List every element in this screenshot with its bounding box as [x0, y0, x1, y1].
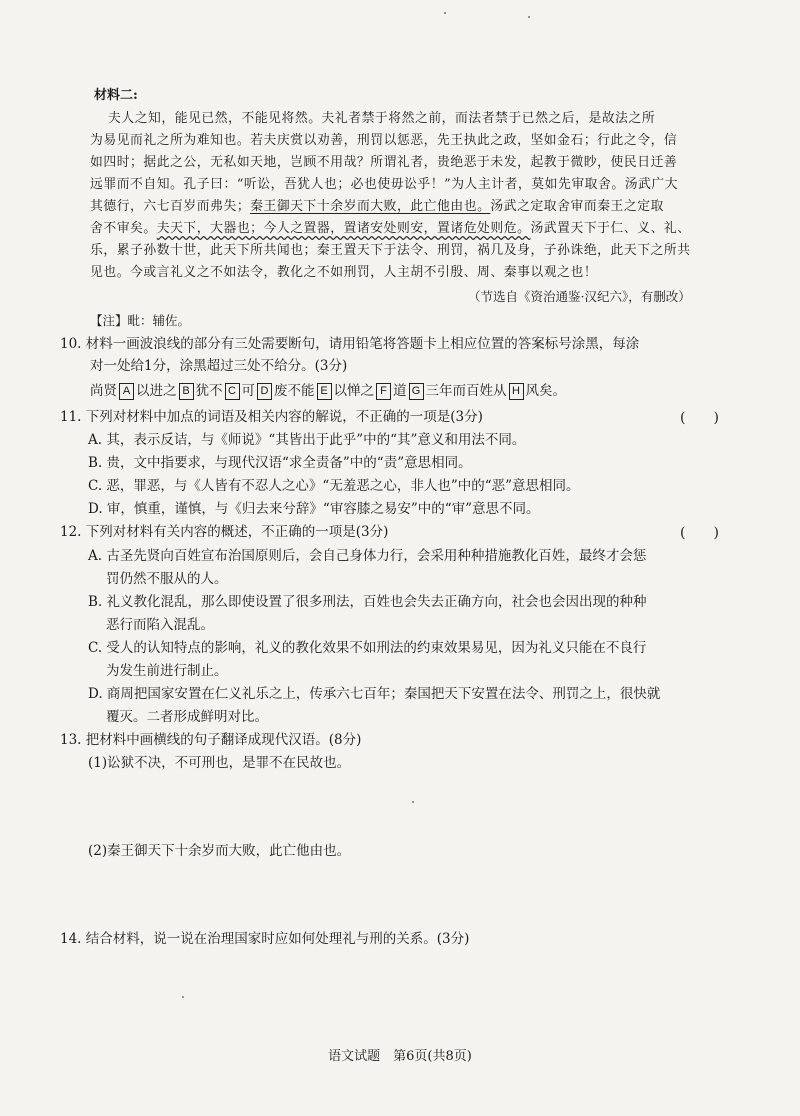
q12-stem: 12. 下列对材料有关内容的概述，不正确的一项是(3分) [60, 524, 389, 540]
q10-seg-5: 以惮之 [333, 383, 374, 399]
q12-option-b-line-2: 恶行而陷入混乱。 [106, 617, 214, 633]
q10-seg-1: 以进之 [136, 383, 177, 399]
q11-option-a: A. 其，表示反诘，与《师说》“其皆出于此乎”中的“其”意义和用法不同。 [88, 432, 526, 448]
material-heading: 材料二: [94, 88, 138, 103]
q10-line-2: 对一处给1分，涂黑超过三处不给分。(3分) [90, 358, 348, 374]
q10-box-D[interactable]: D [257, 383, 272, 400]
q13-stem: 13. 把材料中画横线的句子翻译成现代汉语。(8分) [60, 732, 362, 748]
scan-speck [444, 12, 446, 14]
material-line-6-pre: 舍不审矣。 [90, 221, 157, 236]
q12-option-a-line-2: 罚仍然不服从的人。 [106, 571, 228, 587]
q12-option-a-line-1: A. 古圣先贤向百姓宣布治国原则后，会自己身体力行，会采用种种措施教化百姓，最终才会惩 [88, 548, 647, 564]
q10-seg-7: 三年而百姓从 [425, 383, 507, 399]
q10-segments [90, 382, 566, 400]
q10-seg-6: 道 [393, 383, 407, 399]
q12-option-c-line-2: 为发生前进行制止。 [106, 663, 228, 679]
material-line-4: 远罪而不自知。孔子曰：“听讼，吾犹人也；必也使毋讼乎！”为人主计者，莫如先审取舍。汤武广大 [90, 177, 679, 192]
q12-answer-paren[interactable]: ( ) [680, 525, 719, 541]
q12-option-b-line-1: B. 礼义教化混乱，那么即使设置了很多刑法，百姓也会失去正确方向，社会也会因出现的种种 [88, 594, 647, 610]
q10-box-E[interactable]: E [317, 383, 332, 400]
q10-seg-0: 尚贤 [90, 383, 117, 399]
material-line-2: 为易见而礼之所为难知也。若夫庆赏以劝善，刑罚以惩恶，先王执此之政，坚如金石；行此之令，信 [90, 133, 678, 148]
material-line-7: 乐，累子孙数十世，此天下所共闻也；秦王置天下于法令、刑罚，祸几及身，子孙诛绝，此天下之所共 [90, 243, 691, 258]
material-line-5 [90, 198, 664, 216]
q10-seg-4: 废不能 [274, 383, 315, 399]
scan-speck [412, 801, 414, 803]
q12-option-d-line-2: 覆灭。二者形成鲜明对比。 [106, 709, 268, 725]
material-line-1: 夫人之知，能见已然，不能见将然。夫礼者禁于将然之前，而法者禁于已然之后，是故法之所 [108, 111, 656, 126]
material-line-5-post: 汤武之定取舍审而秦王之定取 [490, 199, 664, 214]
material-source: （节选自《资治通鉴·汉纪六》，有删改） [468, 289, 691, 304]
q13-item-2: (2)秦王御天下十余岁而大败，此亡他由也。 [88, 843, 351, 859]
q10-box-F[interactable]: F [376, 383, 391, 400]
q12-option-c-line-1: C. 受人的认知特点的影响，礼义的教化效果不如刑法的约束效果易见，因为礼义只能在不良行 [88, 640, 647, 656]
wavy-underline-sentence: 夫天下，大器也；今人之置器，置诸安处则安，置诸危处则危。 [156, 221, 531, 236]
q10-box-C[interactable]: C [225, 383, 240, 400]
q10-box-B[interactable]: B [179, 383, 194, 400]
q11-option-c: C. 恶，罪恶，与《人皆有不忍人之心》“无羞恶之心，非人也”中的“恶”意思相同。 [88, 478, 580, 494]
material-line-6-post: 汤武置天下于仁、义、礼、 [530, 221, 691, 236]
q10-box-A[interactable]: A [119, 383, 134, 400]
q10-box-G[interactable]: G [409, 383, 424, 400]
q10-seg-2: 犹不 [195, 383, 223, 399]
q14-stem: 14. 结合材料，说一说在治理国家时应如何处理礼与刑的关系。(3分) [60, 931, 470, 947]
q11-answer-paren[interactable]: ( ) [680, 410, 719, 426]
page-footer: 语文试题 第6页(共8页) [328, 1049, 472, 1064]
material-note: 【注】毗：辅佐。 [90, 313, 191, 328]
material-line-5-pre: 其德行，六七百岁而弗失； [90, 199, 251, 214]
q10-seg-3: 可 [241, 383, 255, 399]
q10-line-1: 10. 材料一画波浪线的部分有三处需要断句，请用铅笔将答题卡上相应位置的答案标号涂黑，每涂 [60, 336, 640, 352]
scan-speck [182, 996, 184, 998]
material-line-8: 见也。今或言礼义之不如法令，教化之不如刑罚，人主胡不引殷、周、秦事以观之也！ [90, 265, 598, 280]
q11-stem: 11. 下列对材料中加点的词语及相关内容的解说，不正确的一项是(3分) [60, 409, 483, 425]
q10-seg-8: 风矣。 [525, 383, 566, 399]
translation-sentence-underline: 秦王御天下十余岁而大败，此亡他由也。 [250, 199, 491, 214]
q10-box-H[interactable]: H [509, 383, 524, 400]
q11-option-d: D. 审，慎重，谨慎，与《归去来兮辞》“审容膝之易安”中的“审”意思不同。 [88, 501, 540, 517]
material-line-3: 如四时；据此之公，无私如天地，岂顾不用哉？所谓礼者，贵绝恶于未发，起教于微眇，使民日迁善 [90, 155, 678, 170]
material-line-6 [90, 220, 691, 238]
scan-speck [528, 16, 530, 18]
q12-option-d-line-1: D. 商周把国家安置在仁义礼乐之上，传承六七百年；秦国把天下安置在法令、刑罚之上，很快就 [88, 686, 661, 702]
q11-option-b: B. 贵，文中指要求，与现代汉语“求全责备”中的“责”意思相同。 [88, 455, 472, 471]
q13-item-1: (1)讼狱不决，不可刑也，是罪不在民故也。 [88, 755, 351, 771]
